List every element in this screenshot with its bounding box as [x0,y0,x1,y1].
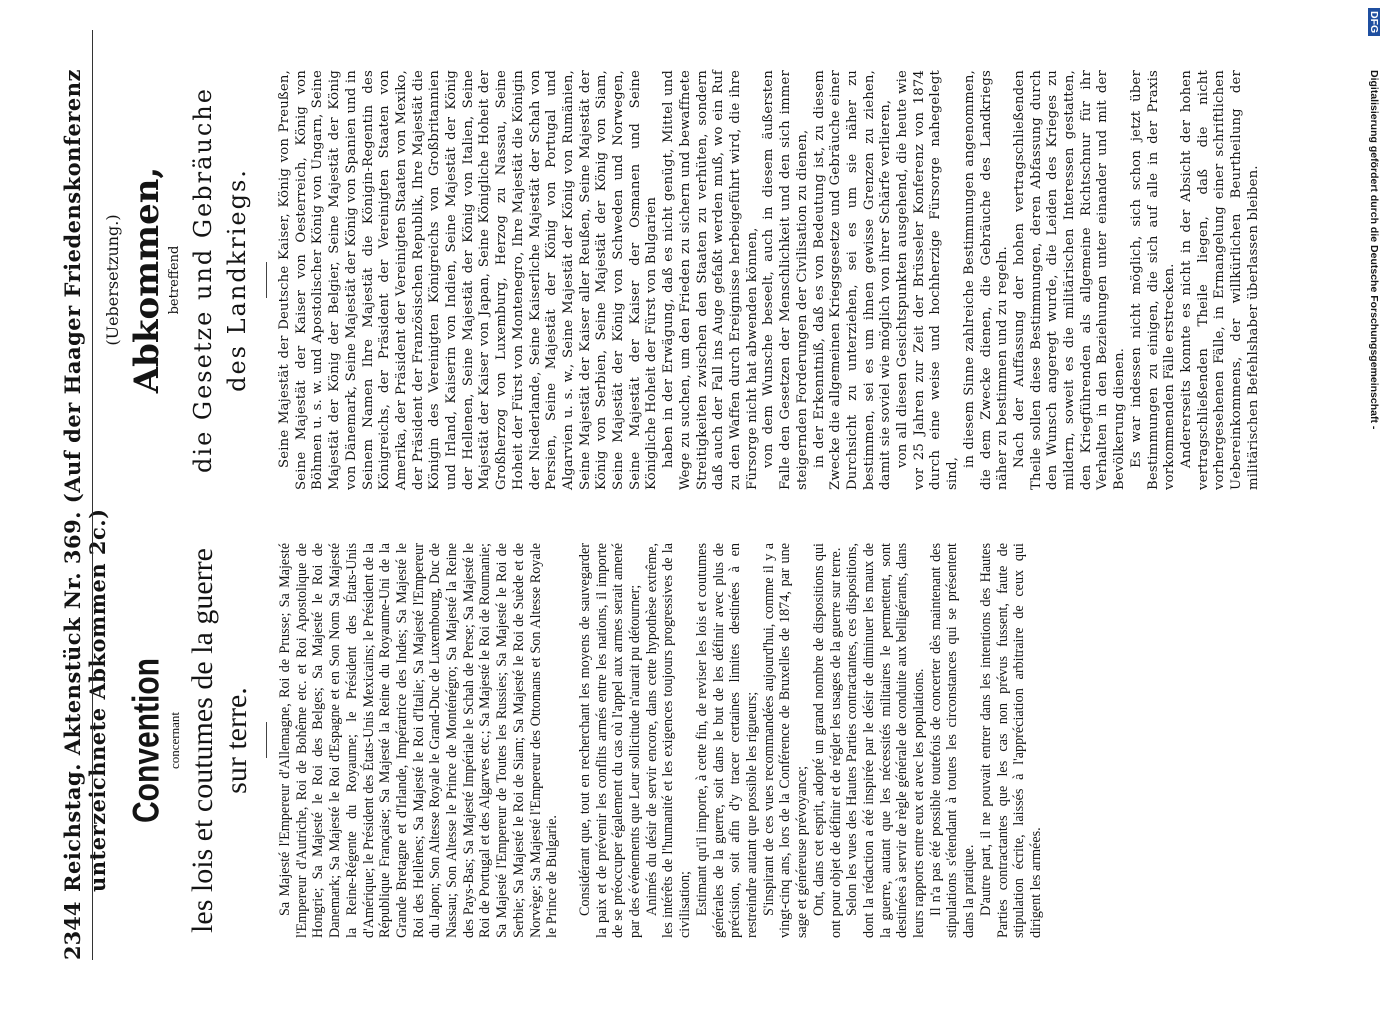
digitization-strip [1360,0,1383,1000]
page-number: 2344 [60,901,85,960]
french-title-rule [266,723,267,759]
german-paragraph: von dem Wunsche beseelt, auch in diesem äußersten Falle den Gesetzen der Menschlichkeit und den sich immer steigernden Forderungen der Civilisation zu dienen, [761,70,810,490]
french-paragraph: Considérant que, tout en recherchant les moyens de sauvegarder la paix et de prévenir les conflits armés entre les nations, il importe de se préoccuper également du cas où l'appel aux armes serait amené par des événements que Leur sollicitude n'aurait pu détourner; [576,543,644,938]
german-translation-note: (Uebersetzung.) [103,214,122,346]
french-title-block [100,543,267,938]
german-paragraph: haben in der Erwägung, daß es nicht genügt, Mittel und Wege zu suchen, um den Frieden zu sichern und bewaffnete Streitigkeiten zwischen den Staaten zu verhüten, sondern daß auch der Fall ins Auge gefaßt werden muß, wo ein Ruf zu den Waffen durch Ereignisse herbeigeführt wird, die ihre Fürsorge nicht hat abwenden können, [661,70,760,490]
french-paragraph: S'inspirant de ces vues recommandées aujourd'hui, comme il y a vingt-cinq ans, lors de la Conférence de Bruxelles de 1874, par une sage et généreuse prévoyance; [760,543,811,938]
french-paragraph: Sa Majesté l'Empereur d'Allemagne, Roi de Prusse; Sa Majesté l'Empereur d'Autriche, Roi de Bohême etc. et Roi Apostolique de Hongrie; Sa Majesté le Roi des Belges; Sa Majesté le Roi de Danemark; Sa Majesté le Roi d'Espagne et en Son Nom Sa Majesté la Reine-Régente du Royaume; le Président des États-Unis d'Amérique; le Président des États-Unis Mexicains; le Président de la République Française; Sa Majesté la Reine du Royaume-Uni de la Grande Bretagne et d'Irlande, Impératrice des Indes; Sa Majesté le Roi des Hellènes; Sa Majesté le Roi d'Italie; Sa Majesté l'Empereur du Japon; Son Altesse Royale le Grand-Duc de Luxembourg, Duc de Nassau; Son Altesse le Prince de Monténégro; Sa Majesté la Reine des Pays-Bas; Sa Majesté Impériale le Schah de Perse; Sa Majesté le Roi de Portugal et des Algarves etc.; Sa Majesté le Roi de Roumanie; Sa Majesté l'Empereur de Toutes les Russies; Sa Majesté le Roi de Serbie; Sa Majesté le Roi de Siam; Sa Majesté le Roi de Suède et de Norvège; Sa Majesté l'Empereur des Ottomans et Son Altesse Royale le Prince de Bulgarie. [277,543,561,938]
german-topic: die Gesetze und Gebräuche des Landkriegs. [189,87,251,473]
french-paragraph: Selon les vues des Hautes Parties contractantes, ces dispositions, dont la rédaction a été inspirée par le désir de diminuer les maux de la guerre, autant que les nécessités militaires le permettent, sont destinées à servir de règle générale de conduite aux belligérants, dans leurs rapports entre eux et avec les populations. [844,543,928,938]
french-paragraph: Animés du désir de servir encore, dans cette hypothèse extrême, les intérêts de l'humanité et les exigences toujours progressives de la civilisation; [643,543,694,938]
german-paragraph: Seine Majestät der Deutsche Kaiser, König von Preußen, Seine Majestät der Kaiser von Oesterreich, König von Böhmen u. s. w. und Apostolischer König von Ungarn, Seine Majestät der König der Belgier, Seine Majestät der König von Dänemark, Seine Majestät der König von Spanien und in Seinem Namen Ihre Majestät die Königin-Regentin des Königreichs, der Präsident der Vereinigten Staaten von Amerika, der Präsident der Vereinigten Staaten von Mexiko, der Präsident der Französischen Republik, Ihre Majestät die Königin des Vereinigten Königreichs von Großbritannien und Irland, Kaiserin von Indien, Seine Majestät der König der Hellenen, Seine Majestät der König von Italien, Seine Majestät der Kaiser von Japan, Seine Königliche Hoheit der Großherzog von Luxemburg, Herzog zu Nassau, Seine Hoheit der Fürst von Montenegro, Ihre Majestät die Königin der Niederlande, Seine Kaiserliche Majestät der Schah von Persien, Seine Majestät der König von Portugal und Algarvien u. s. w., Seine Majestät der König von Rumänien, Seine Majestät der Kaiser aller Reußen, Seine Majestät der König von Serbien, Seine Majestät der König von Siam, Seine Majestät der König von Schweden und Norwegen, Seine Majestät der Kaiser der Osmanen und Seine Königliche Hoheit der Fürst von Bulgarien [277,70,660,490]
running-head: Reichstag. Aktenstück Nr. 369. (Auf der Haager Friedenskonferenz unterzeichnete Abkommen 2c.) [60,69,110,892]
french-paragraph: Il n'a pas été possible toutefois de concerter dès maintenant des stipulations s'étendant à toutes les circonstances qui se présentent dans la pratique. [927,543,978,938]
french-paragraph: Estimant qu'il importe, à cette fin, de reviser les lois et coutumes générales de la guerre, soit dans le but de les définir avec plus de précision, soit afin d'y tracer certaines limites destinées à en restreindre autant que possible les rigueurs; [693,543,760,938]
french-paragraph: D'autre part, il ne pouvait entrer dans les intentions des Hautes Parties contractantes que les cas non prévus fussent, faute de stipulation écrite, laissés à l'appréciation arbitraire de ceux qui dirigent les armées. [977,543,1044,938]
german-title: Abkommen, [127,166,167,394]
german-paragraph: in diesem Sinne zahlreiche Bestimmungen angenommen, die dem Zwecke dienen, die Gebräuche des Landkriegs näher zu bestimmen und zu regeln. [961,70,1011,490]
header-rule [92,30,93,960]
german-paragraph: Es war indessen nicht möglich, sich schon jetzt über Bestimmungen zu einigen, die sich auf alle in der Praxis vorkommenden Fälle erstrecken. [1128,70,1178,490]
german-paragraph: in der Erkenntniß, daß es von Bedeutung ist, zu diesem Zwecke die allgemeinen Kriegsgesetze und Gebräuche einer Durchsicht zu unterziehen, sei es um sie näher zu bestimmen, sei es um ihnen gewisse Grenzen zu ziehen, damit sie soviel wie möglich von ihrer Schärfe verlieren, [811,70,894,490]
german-subtitle: betreffend [167,245,182,315]
dfg-badge: DFG [1368,8,1380,36]
french-paragraph: Ont, dans cet esprit, adopté un grand nombre de dispositions qui ont pour objet de définir et de régler les usages de la guerre sur terre. [810,543,844,938]
french-topic: les lois et coutumes de la guerre sur terre. [186,548,253,933]
german-title-block [100,70,267,490]
french-title: Convention [125,658,167,823]
german-paragraph: Nach der Auffassung der hohen vertragschließenden Theile sollen diese Bestimmungen, deren Abfassung durch den Wunsch angeregt wurde, die Leiden des Krieges zu mildern, soweit es die militärischen Interessen gestatten, den Kriegführenden als allgemeine Richtschnur für ihr Verhalten in den Beziehungen unter einander und mit der Bevölkerung dienen. [1011,70,1128,490]
german-column [100,70,1262,490]
german-title-rule [266,262,267,298]
running-header [58,30,110,960]
german-paragraph: von all diesen Gesichtspunkten ausgehend, die heute wie vor 25 Jahren zur Zeit der Brüsseler Konferenz von 1874 durch eine weise und hochherzige Fürsorge nahegelegt sind, [895,70,961,490]
digitization-note: Digitalisierung gefördert durch die Deutsche Forschungsgemeinschaft - [1368,70,1380,430]
german-paragraph: Andererseits konnte es nicht in der Absicht der hohen vertragschließenden Theile liegen, daß die nicht vorhergesehenen Fälle, in Ermangelung einer schriftlichen Uebereinkommens, der willkürlichen Beurtheilung der militärischen Befehlshaber überlassen bleiben. [1178,70,1261,490]
french-column [100,543,1045,938]
french-subtitle: concernant [167,711,182,770]
